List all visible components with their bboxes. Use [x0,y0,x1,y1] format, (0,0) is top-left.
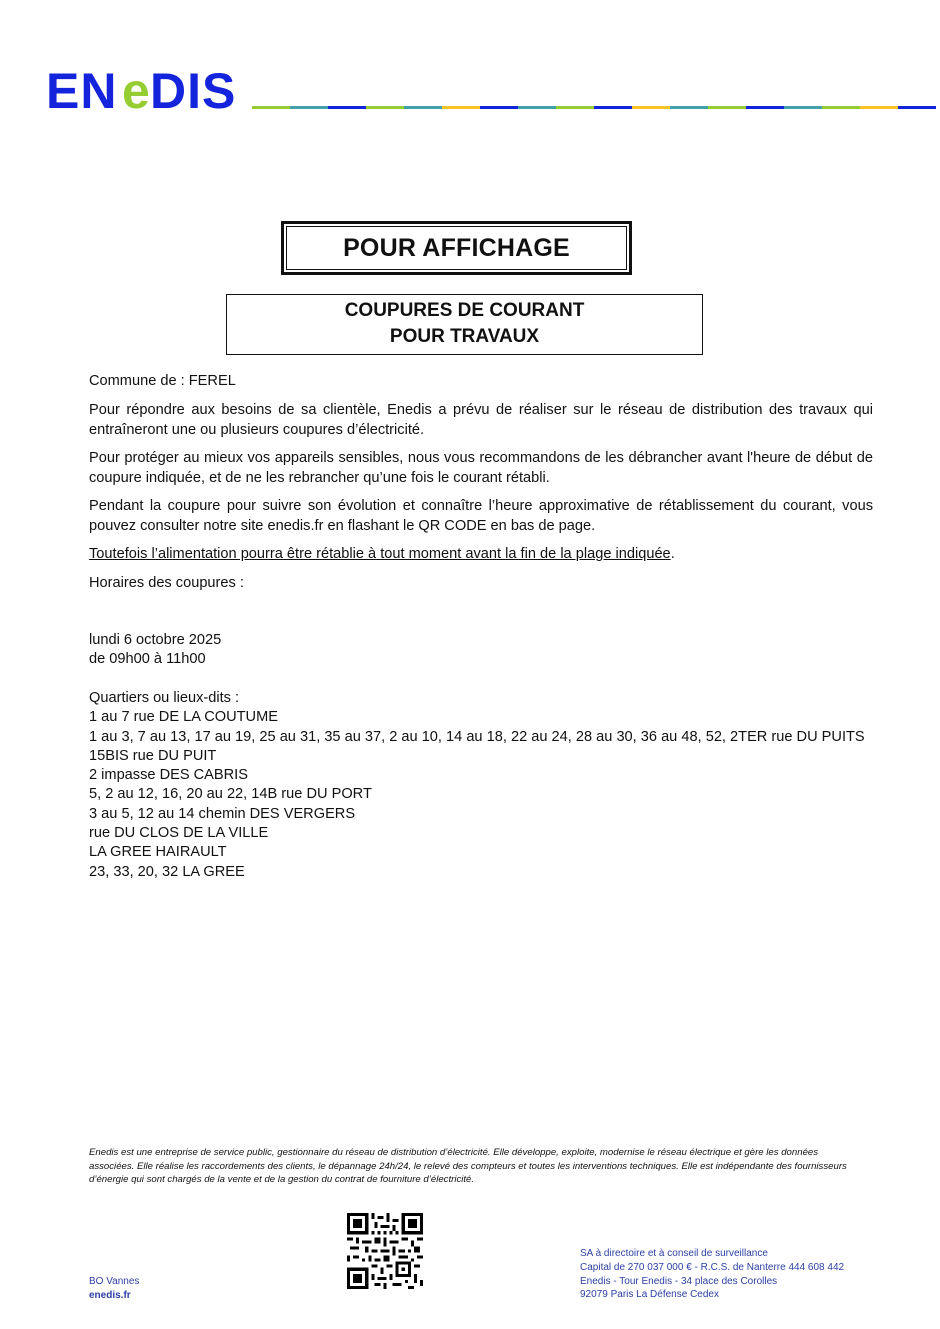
page-title: POUR AFFICHAGE [286,226,627,270]
warning-line [89,545,873,565]
list-item: 5, 2 au 12, 16, 20 au 22, 14B rue DU PORT [89,786,372,803]
outage-date: lundi 6 octobre 2025 [89,632,222,648]
list-item: LA GREE HAIRAULT [89,844,227,861]
qr-code[interactable] [347,1213,423,1289]
subtitle-box [226,294,703,355]
schedule [89,631,873,670]
website-link[interactable]: enedis.fr [89,1290,131,1301]
quartiers-label: Quartiers ou lieux-dits : [89,690,240,706]
list-item: rue DU CLOS DE LA VILLE [89,825,269,842]
horaires-label: Horaires des coupures : [89,575,244,591]
outage-time-range: de 09h00 à 11h00 [89,651,206,668]
svg-text:e: e [122,68,150,114]
pour-affichage-box [281,221,632,275]
svg-text:DIS: DIS [150,68,237,114]
legal-line: 92079 Paris La Défense Cedex [580,1289,719,1301]
list-item: 15BIS rue DU PUIT [89,747,217,764]
subtitle-line-2: POUR TRAVAUX [389,326,540,347]
header-color-rule [252,106,936,109]
warning-period: . [670,546,675,562]
legal-info [580,1247,844,1302]
svg-text:EN: EN [46,68,118,114]
enedis-logo [46,68,246,114]
subtitle-line-1: COUPURES DE COURANT [344,300,585,321]
paragraph-2: Pour protéger au mieux vos appareils sensibles, nous vous recommandons de les débrancher avant l'heure de début de coupure indiquée, et de ne les rebrancher qu’une fois le courant rétabli. [89,450,873,486]
legal-line: Enedis - Tour Enedis - 34 place des Corolles [580,1275,778,1287]
commune: Commune de : FEREL [89,373,236,389]
list-item: 23, 33, 20, 32 LA GREE [89,863,245,880]
list-item: 1 au 3, 7 au 13, 17 au 19, 25 au 31, 35 au 37, 2 au 10, 14 au 18, 22 au 24, 28 au 30, 36 au 48, 52, 2TER rue DU PUITS [89,728,865,745]
list-item: 1 au 7 rue DE LA COUTUME [89,709,278,726]
footer-office [89,1275,139,1303]
quartiers-list [89,689,873,882]
list-item: 2 impasse DES CABRIS [89,767,248,784]
legal-line: SA à directoire et à conseil de surveillance [580,1248,768,1259]
list-item: 3 au 5, 12 au 14 chemin DES VERGERS [89,805,356,822]
paragraph-3: Pendant la coupure pour suivre son évolution et connaître l’heure approximative de rétablissement du courant, vous pouvez consulter notre site enedis.fr en flashant le QR CODE en bas de page. [89,498,873,534]
warning-text: Toutefois l’alimentation pourra être rétablie à tout moment avant la fin de la plage indiquée [89,546,671,562]
paragraph-1: Pour répondre aux besoins de sa clientèle, Enedis a prévu de réaliser sur le réseau de distribution des travaux qui entraîneront une ou plusieurs coupures d’électricité. [89,402,873,438]
footer-note: Enedis est une entreprise de service public, gestionnaire du réseau de distribution d’électricité. Elle développe, exploite, modernise le réseau électrique et gère les données associées. Elle réalise les raccordements des clients, le dépannage 24h/24, le relevé des compteurs et toutes les interventions techniques. Elle est indépendante des fournisseurs d’énergie qui sont chargés de la vente et de la gestion du contrat de fourniture d’électricité. [89,1147,847,1185]
legal-line: Capital de 270 037 000 € - R.C.S. de Nanterre 444 608 442 [580,1261,845,1273]
office-name: BO Vannes [89,1276,140,1287]
